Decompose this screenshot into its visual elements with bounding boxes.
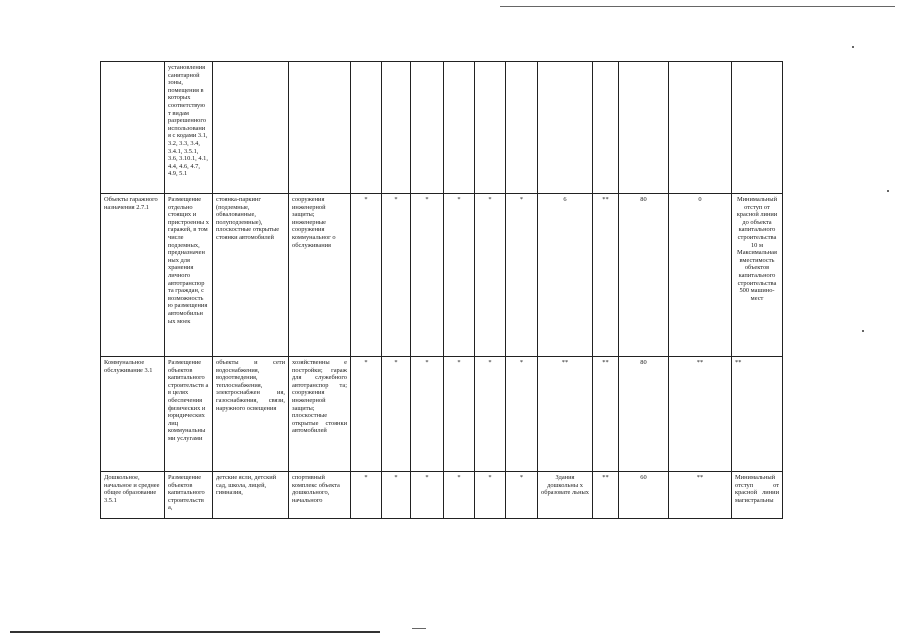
scan-speck: [412, 628, 426, 629]
param-cell-7: [538, 62, 593, 194]
param-cell-4: *: [444, 472, 475, 519]
table-row: [101, 194, 783, 357]
param-cell-4: *: [444, 357, 475, 472]
param-cell-4: *: [444, 194, 475, 357]
use-name-cell: Объекты гаражного назначения 2.7.1: [101, 194, 165, 357]
param-cell-1: *: [351, 357, 382, 472]
param-cell-5: [475, 62, 506, 194]
param-cell-5: *: [475, 194, 506, 357]
param-cell-10: 0: [669, 194, 732, 357]
conditional-use-cell: спортивный комплекс объекта дошкольного, начального: [289, 472, 351, 519]
param-cell-2: *: [382, 194, 411, 357]
note-cell: **: [732, 357, 783, 472]
param-cell-8: **: [593, 472, 619, 519]
param-cell-10: **: [669, 472, 732, 519]
use-description-cell: Размещение объектов капитального строительств а,: [165, 472, 213, 519]
param-cell-6: *: [506, 357, 538, 472]
param-cell-7: Здания дошкольны х образовате льных: [538, 472, 593, 519]
param-cell-8: **: [593, 357, 619, 472]
param-cell-5: *: [475, 357, 506, 472]
param-cell-2: [382, 62, 411, 194]
param-cell-5: *: [475, 472, 506, 519]
conditional-use-cell: сооружения инженерной защиты; инженерные сооружения коммунальног о обслуживания: [289, 194, 351, 357]
aux-use-cell: стоянка-паркинг (подземные, обвалованные, полуподземные), плоскостные открытые стоянки автомобилей: [213, 194, 289, 357]
param-cell-1: *: [351, 472, 382, 519]
param-cell-7: 6: [538, 194, 593, 357]
param-cell-3: *: [411, 472, 444, 519]
table-row: [101, 472, 783, 519]
param-cell-1: *: [351, 194, 382, 357]
param-cell-9: 60: [619, 472, 669, 519]
param-cell-1: [351, 62, 382, 194]
param-cell-3: *: [411, 357, 444, 472]
param-cell-10: **: [669, 357, 732, 472]
param-cell-9: 80: [619, 194, 669, 357]
conditional-use-cell: хозяйственны е постройки; гараж для служебного автотранспор та; сооружения инженерной защиты; плоскостные открытые стоянки автомобилей: [289, 357, 351, 472]
param-cell-4: [444, 62, 475, 194]
param-cell-9: 80: [619, 357, 669, 472]
aux-use-cell: детские ясли, детский сад, школа, лицей, гимназия,: [213, 472, 289, 519]
use-name-cell: Дошкольное, начальное и среднее общее образование 3.5.1: [101, 472, 165, 519]
table-row: [101, 357, 783, 472]
param-cell-8: **: [593, 194, 619, 357]
aux-use-cell: объекты и сети водоснабжения, водоотведения, теплоснабжения, электроснабжен ия, газоснабжения, связи, наружного освещения: [213, 357, 289, 472]
note-cell: [732, 62, 783, 194]
scan-speck: [862, 330, 864, 332]
param-cell-6: *: [506, 194, 538, 357]
use-name-cell: [101, 62, 165, 194]
scan-speck: [852, 46, 854, 48]
use-description-cell: Размещение объектов капитального строительств а в целях обеспечения физических и юридических лиц коммунальны ми услугами: [165, 357, 213, 472]
scan-edge-bottom: [10, 631, 380, 633]
param-cell-3: [411, 62, 444, 194]
param-cell-2: *: [382, 472, 411, 519]
param-cell-7: **: [538, 357, 593, 472]
param-cell-8: [593, 62, 619, 194]
scan-edge-top: [500, 6, 895, 7]
param-cell-3: *: [411, 194, 444, 357]
param-cell-6: [506, 62, 538, 194]
param-cell-6: *: [506, 472, 538, 519]
use-description-cell: Размещение отдельно стоящих и пристроенны х гаражей, в том числе подземных, предназначен ных для хранения личного автотранспор та граждан, с возможность ю размещения автомобильн ых моек: [165, 194, 213, 357]
conditional-use-cell: [289, 62, 351, 194]
note-cell: Минимальный отступ от красной линии магистральны: [732, 472, 783, 519]
scan-speck: [887, 190, 889, 192]
table-row: [101, 62, 783, 194]
aux-use-cell: [213, 62, 289, 194]
param-cell-10: [669, 62, 732, 194]
use-description-cell: установления санитарной зоны, помещения в которых соответствую т видам разрешенного использовани я с кодами 3.1, 3.2, 3.3, 3.4, 3.4.1, 3.5.1, 3.6, 3.10.1, 4.1, 4.4, 4.6, 4.7, 4.9, 5.1: [165, 62, 213, 194]
param-cell-2: *: [382, 357, 411, 472]
param-cell-9: [619, 62, 669, 194]
note-cell: Минимальный отступ от красной линии до объекта капитального строительства 10 м Максимальная вместимость объектов капитального строительства 500 машино-мест: [732, 194, 783, 357]
use-name-cell: Коммунальное обслуживание 3.1: [101, 357, 165, 472]
zoning-table: [100, 61, 783, 519]
